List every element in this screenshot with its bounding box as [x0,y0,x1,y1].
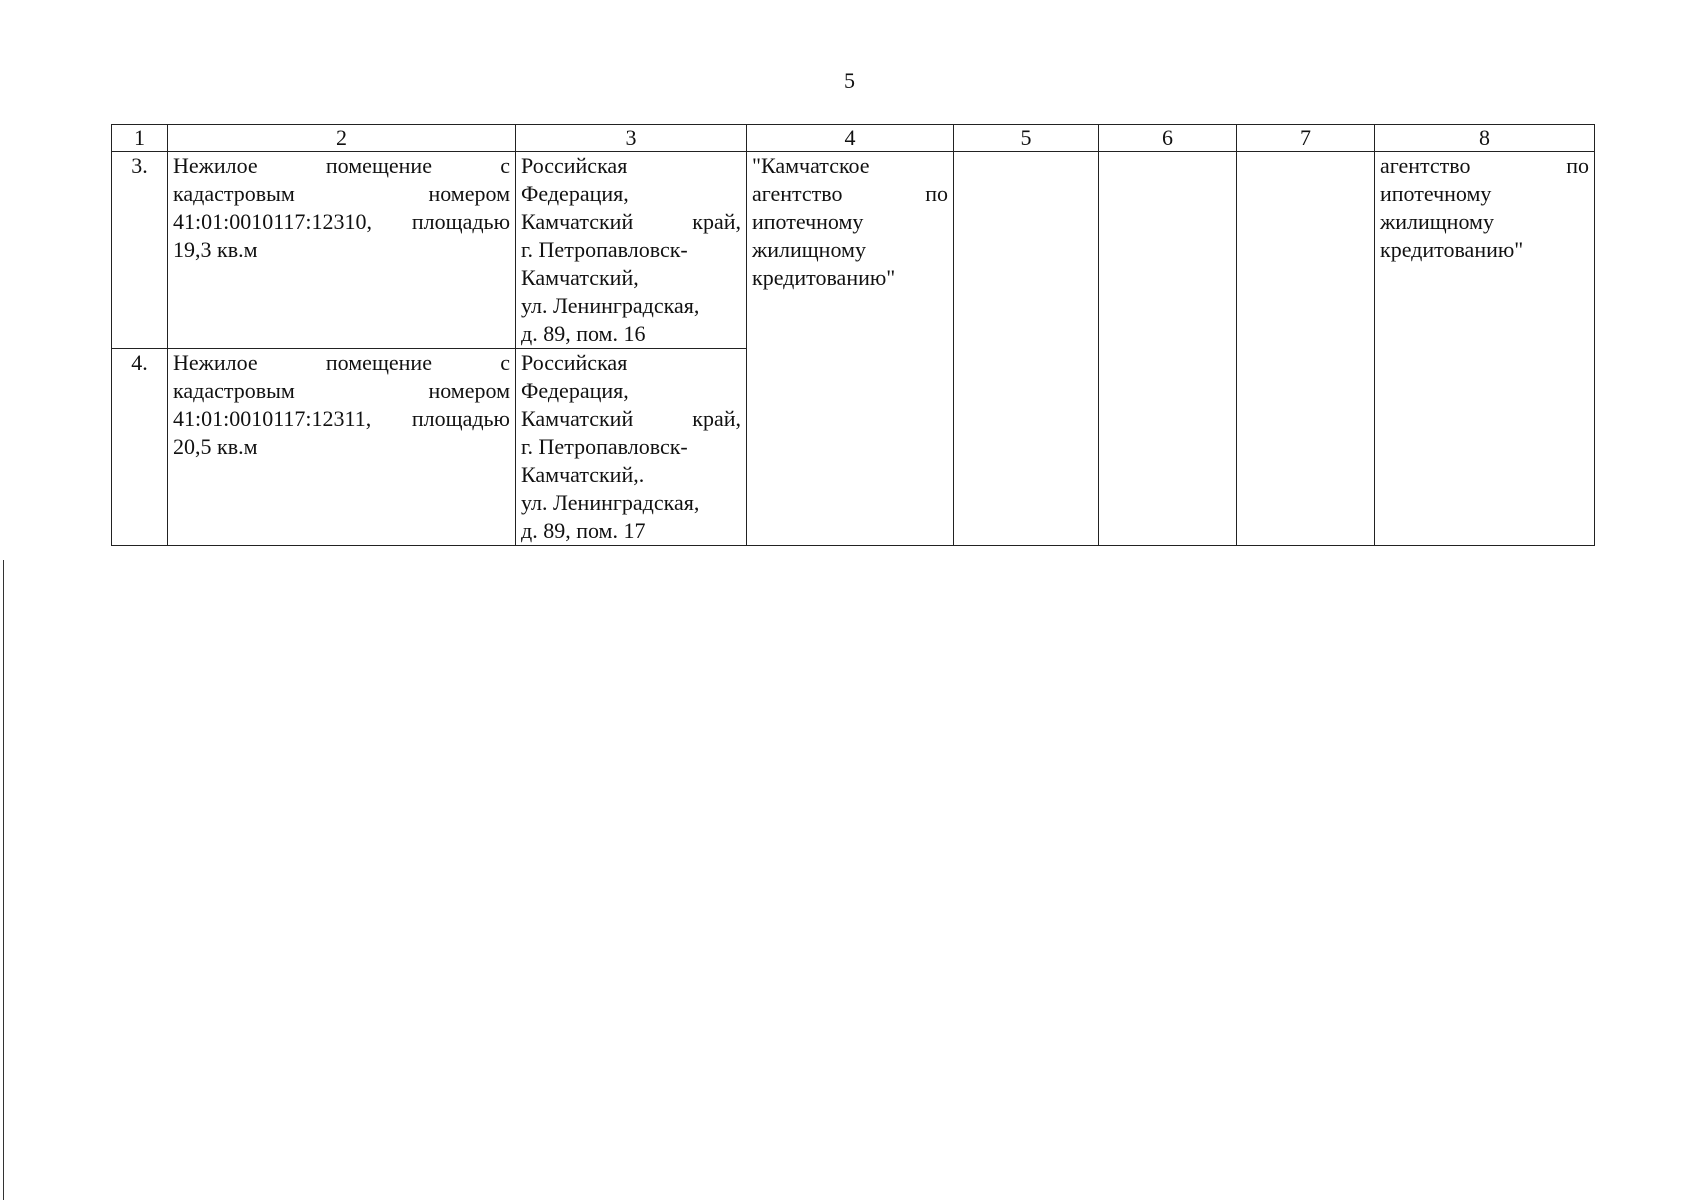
rightholder-line: ипотечному [752,209,864,234]
object-line: кадастровым номером [173,181,510,206]
rightholder-line: жилищному [752,237,866,262]
object-description-cell [168,152,516,349]
column-header: 8 [1375,125,1595,152]
object-line: кадастровым номером [173,378,510,403]
address-line: ул. Ленинградская, [521,490,700,515]
object-line: Нежилое помещение с [173,153,510,178]
address-line: Камчатский край, [521,406,741,431]
address-cell [516,349,747,546]
object-line: 41:01:0010117:12311, площадью [173,406,510,431]
column-header: 1 [112,125,168,152]
object-description-cell [168,349,516,546]
empty-cell-col7 [1237,152,1375,546]
address-line: г. Петропавловск- [521,434,688,459]
row-number: 4. [112,349,168,546]
column-header: 2 [168,125,516,152]
rightholder-line: "Камчатское [752,153,870,178]
address-cell [516,152,747,349]
address-line: Российская [521,350,628,375]
row-number: 3. [112,152,168,349]
address-line: Российская [521,153,628,178]
object-line: 41:01:0010117:12310, площадью [173,209,510,234]
rightholder-cell [747,152,954,546]
column-header: 6 [1099,125,1237,152]
table-row [112,152,1595,349]
column-header: 5 [954,125,1099,152]
address-line: д. 89, пом. 16 [521,321,646,346]
address-line: Камчатский край, [521,209,741,234]
address-line: ул. Ленинградская, [521,293,700,318]
rightholder-line: кредитованию" [752,265,896,290]
column-header: 7 [1237,125,1375,152]
object-line: Нежилое помещение с [173,350,510,375]
col8-cell [1375,152,1595,546]
col8-line: ипотечному [1380,181,1492,206]
col8-line: агентство по [1380,153,1589,178]
object-line: 20,5 кв.м [173,434,258,459]
empty-cell-col5 [954,152,1099,546]
object-line: 19,3 кв.м [173,237,258,262]
address-line: Камчатский, [521,265,639,290]
col8-line: кредитованию" [1380,237,1524,262]
property-table [111,124,1595,546]
scan-edge-line [3,560,4,1200]
address-line: Федерация, [521,181,629,206]
column-header: 3 [516,125,747,152]
rightholder-line: агентство по [752,181,948,206]
page-number: 5 [844,68,855,93]
col8-line: жилищному [1380,209,1494,234]
empty-cell-col6 [1099,152,1237,546]
address-line: Камчатский,. [521,462,645,487]
address-line: д. 89, пом. 17 [521,518,646,543]
address-line: Федерация, [521,378,629,403]
column-header: 4 [747,125,954,152]
table-header-row [112,125,1595,152]
address-line: г. Петропавловск- [521,237,688,262]
